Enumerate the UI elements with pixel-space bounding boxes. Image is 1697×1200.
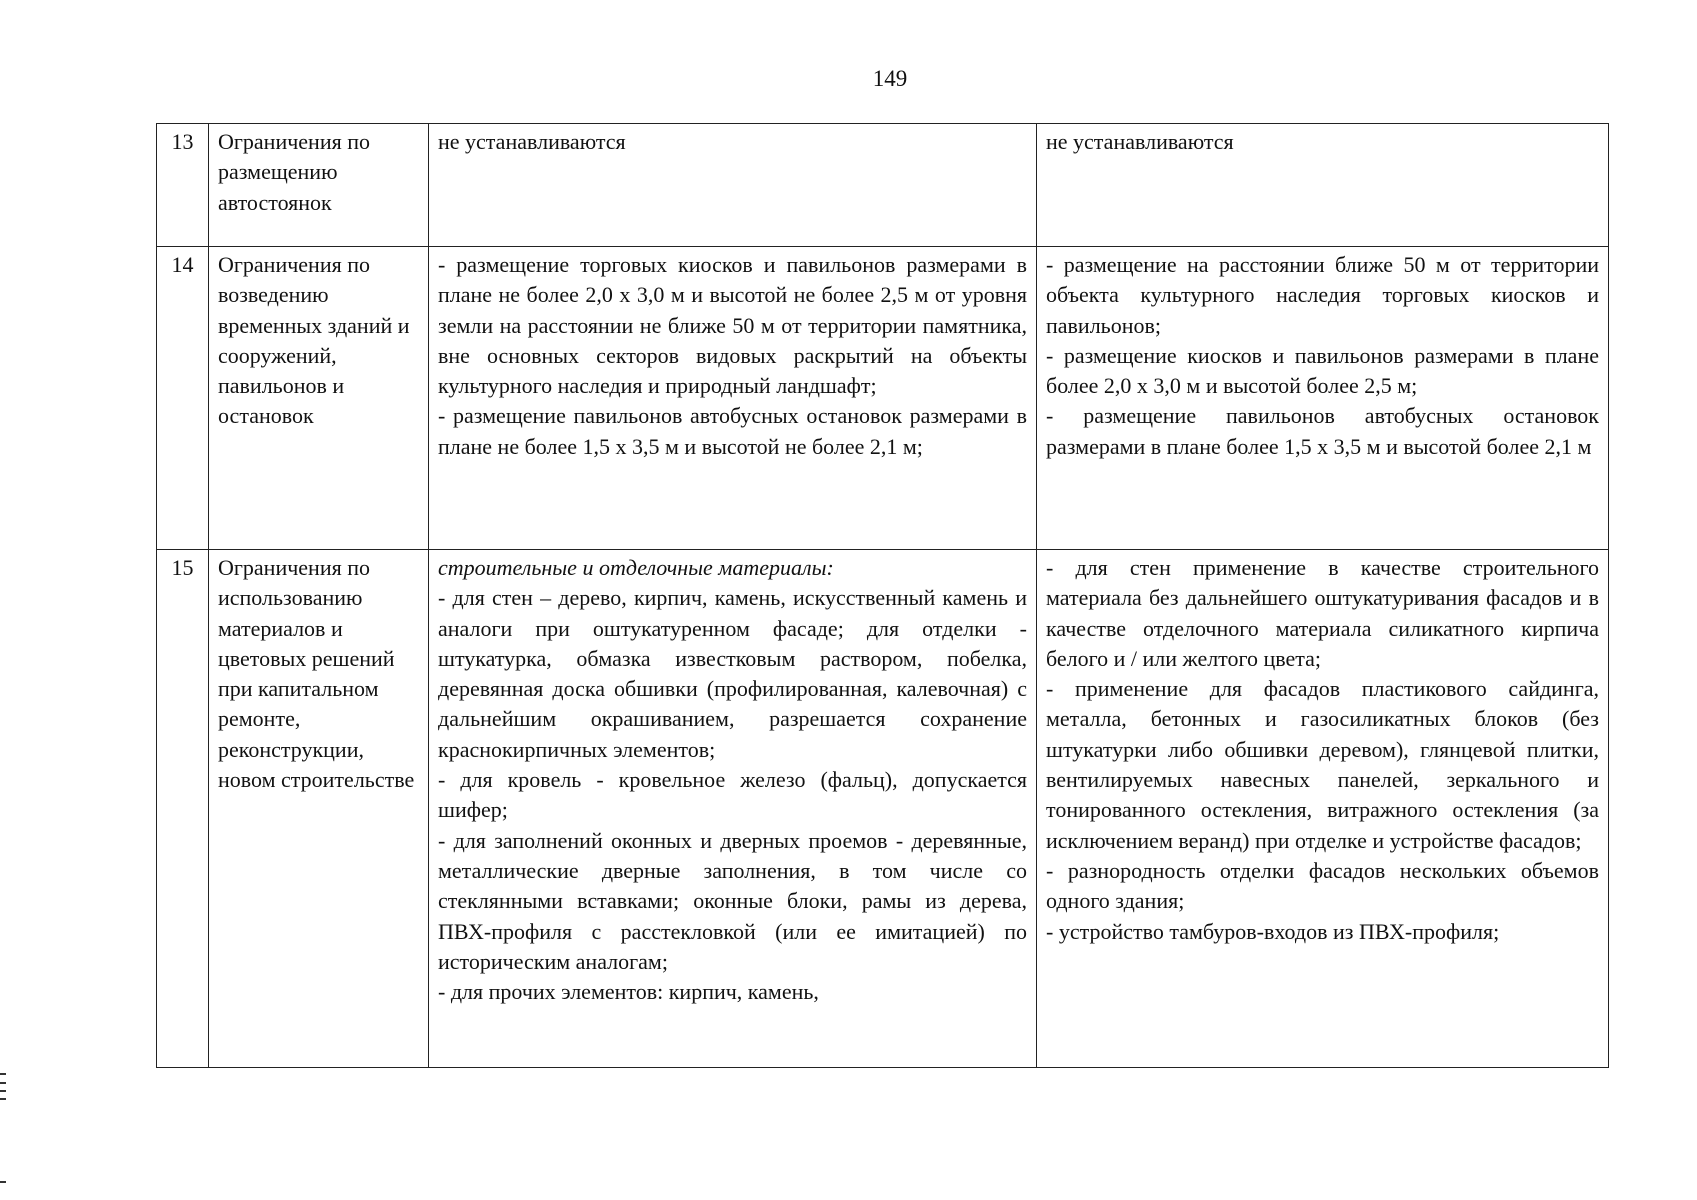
row-number: 13 (157, 124, 209, 247)
scan-edge-mark (0, 1073, 6, 1075)
requirement-item: - для заполнений оконных и дверных проемов - деревянные, металлические дверные заполнения, в том числе со стеклянными вставками; оконные блоки, рамы из дерева, ПВХ-профиля с расстекловкой (или ее имитацией) по историческим аналогам; (438, 827, 1027, 974)
table-row (157, 550, 1609, 1068)
requirement-item: - для стен – дерево, кирпич, камень, искусственный камень и аналоги при оштукатуренном фасаде; для отделки - штукатурка, обмазка известковым раствором, побелка, деревянная доска обшивки (профилированная, калевочная) с дальнейшим окрашиванием, разрешается сохранение краснокирпичных элементов; (438, 585, 1027, 762)
scan-edge-mark (0, 1082, 6, 1084)
scan-edge-mark (0, 1098, 6, 1100)
requirement-item: не устанавливаются (1046, 129, 1234, 154)
requirement-item: - для стен применение в качестве строительного материала без дальнейшего оштукатуривания фасадов и в качестве отделочного материала силикатного кирпича белого и / или желтого цвета; (1046, 555, 1599, 671)
zone-b-requirements (1037, 247, 1609, 550)
restriction-name: Ограничения по размещению автостоянок (209, 124, 429, 247)
requirement-item: - размещение торговых киосков и павильонов размерами в плане не более 2,0 х 3,0 м и высотой не более 2,5 м от уровня земли на расстоянии не ближе 50 м от территории памятника, вне основных секторов видовых раскрытий на объекты культурного наследия и природный ландшафт; (438, 252, 1027, 399)
requirement-item: - размещение на расстоянии ближе 50 м от территории объекта культурного наследия торговых киосков и павильонов; (1046, 252, 1599, 338)
zone-b-requirements (1037, 550, 1609, 1068)
zone-a-requirements (429, 550, 1037, 1068)
materials-heading: строительные и отделочные материалы: (438, 555, 834, 580)
restriction-name: Ограничения по использованию материалов и цветовых решений при капитальном ремонте, реконструкции, новом строительстве (209, 550, 429, 1068)
table-row (157, 124, 1609, 247)
scan-edge-mark (0, 1090, 6, 1092)
requirement-item: - размещение павильонов автобусных остановок размерами в плане не более 1,5 х 3,5 м и высотой не более 2,1 м; (438, 403, 1027, 459)
requirement-item: не устанавливаются (438, 129, 626, 154)
requirement-item: - разнородность отделки фасадов нескольких объемов одного здания; (1046, 857, 1599, 914)
requirement-item: - для кровель - кровельное железо (фальц), допускается шифер; (438, 767, 1027, 823)
zone-a-requirements (429, 247, 1037, 550)
row-number: 14 (157, 247, 209, 550)
table-row (157, 247, 1609, 550)
requirement-item: - для прочих элементов: кирпич, камень, (438, 979, 819, 1005)
zone-a-requirements (429, 124, 1037, 247)
requirement-item: - устройство тамбуров-входов из ПВХ-профиля; (1046, 918, 1500, 944)
restrictions-table (156, 123, 1609, 1068)
restriction-name: Ограничения по возведению временных зданий и сооружений, павильонов и остановок (209, 247, 429, 550)
page-number: 149 (872, 66, 908, 91)
requirement-item: - применение для фасадов пластикового сайдинга, металла, бетонных и газосиликатных блоков (без штукатурки либо обшивки деревом), глянцевой плитки, вентилируемых навесных панелей, зеркального и тонированного остекления, витражного остекления (за исключением веранд) при отделке и устройстве фасадов; (1046, 676, 1599, 853)
scan-edge-mark (0, 1181, 6, 1183)
zone-b-requirements (1037, 124, 1609, 247)
requirement-item: - размещение павильонов автобусных остановок размерами в плане более 1,5 х 3,5 м и высотой более 2,1 м (1046, 403, 1599, 459)
row-number: 15 (157, 550, 209, 1068)
requirement-item: - размещение киосков и павильонов размерами в плане более 2,0 х 3,0 м и высотой более 2,5 м; (1046, 342, 1599, 399)
